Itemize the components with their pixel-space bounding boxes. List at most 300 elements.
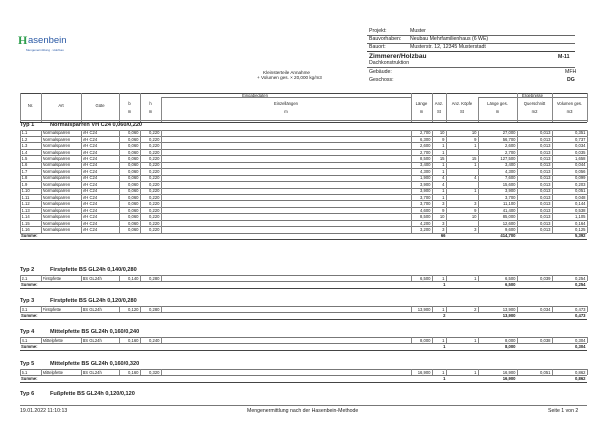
table-cell: 0,013 [540, 181, 551, 187]
table-cell: 0,862 [575, 369, 586, 375]
col-vol-unit: m3 [566, 109, 573, 114]
column-divider [140, 369, 141, 375]
table-cell: 0,203 [575, 181, 586, 187]
column-divider [446, 275, 447, 281]
table-cell: 0,304 [575, 337, 586, 343]
table-cell: 9 [442, 136, 445, 142]
table-cell: 3,700 [420, 201, 431, 207]
table-cell: Mittelpfette [42, 337, 63, 343]
table-cell: 0,160 [128, 369, 139, 375]
table-cell: 0,060 [128, 143, 139, 149]
table-cell: 1 [442, 306, 445, 312]
table-cell: 16,900 [417, 369, 431, 375]
table-cell: 0,060 [128, 214, 139, 220]
table-cell: 1.12 [21, 201, 30, 207]
column-divider [140, 275, 141, 281]
sum-anz: 1 [443, 376, 446, 382]
table-cell: 0,034 [540, 306, 551, 312]
table-cell: 9 [442, 207, 445, 213]
table-cell: 10 [471, 130, 477, 136]
table-cell: 2,700 [505, 149, 516, 155]
table-cell: 0,013 [540, 136, 551, 142]
column-divider [517, 306, 518, 312]
table-cell: 15,600 [502, 181, 516, 187]
table-cell: 27,000 [502, 130, 516, 136]
table-cell: 0,099 [575, 175, 586, 181]
table-cell: 0,220 [149, 181, 160, 187]
table-cell: Mittelpfette [42, 369, 63, 375]
column-divider [411, 275, 412, 281]
geschoss-value: DG [567, 77, 575, 83]
sum-vol: 0,254 [575, 282, 586, 288]
sum-vol: 0,862 [575, 376, 586, 382]
table-cell: BS GL24h [82, 337, 102, 343]
table-cell: 0,060 [128, 201, 139, 207]
column-divider [432, 130, 433, 233]
geschoss-label: Geschoss: [369, 77, 394, 83]
table-cell: 9 [474, 207, 477, 213]
section-bottom-rule [20, 382, 587, 383]
column-divider [432, 306, 433, 312]
table-cell: Firstpfette [42, 275, 62, 281]
sum-anz: 1 [443, 344, 446, 350]
table-cell: 2,700 [420, 130, 431, 136]
table-cell: Normalsparren [42, 181, 71, 187]
annahme-line-1: Kleinsterteile Annahme [263, 70, 310, 75]
table-cell: 0,039 [540, 275, 551, 281]
table-cell: 13,900 [417, 306, 431, 312]
column-divider [517, 369, 518, 375]
column-divider [140, 306, 141, 312]
table-cell: VH C24 [82, 143, 98, 149]
footer-date: 19.01.2022 11:10:13 [20, 408, 68, 414]
column-divider [552, 130, 553, 233]
sum-lges: 16,900 [502, 376, 516, 382]
table-cell: 2,700 [420, 149, 431, 155]
table-cell: Normalsparren [42, 136, 71, 142]
table-cell: 0,120 [128, 306, 139, 312]
column-divider [478, 306, 479, 312]
table-cell: 3 [442, 220, 445, 226]
table-cell: 1 [474, 162, 477, 168]
table-cell: 0,060 [128, 220, 139, 226]
table-cell: 3.1 [21, 306, 28, 312]
col-einzel: Einzellängen [274, 101, 298, 106]
group-ergebnis: Ergebnisse [522, 93, 543, 98]
table-cell: 7,600 [505, 175, 516, 181]
table-cell: 1.1 [21, 130, 28, 136]
section-title: Normalsparren VH C24 0,060/0,220 [50, 121, 143, 128]
col-vol: Volumen ges. [556, 101, 583, 106]
document-code: M-11 [558, 54, 570, 60]
table-cell: VH C24 [82, 149, 98, 155]
table-cell: 0,048 [575, 194, 586, 200]
table-cell: 0,013 [540, 188, 551, 194]
column-divider [81, 369, 82, 375]
bauort-value: Musterstr. 12, 12345 Musterstadt [410, 44, 486, 50]
table-cell: 0,034 [575, 143, 586, 149]
table-cell: 0,060 [128, 175, 139, 181]
column-divider [41, 130, 42, 233]
column-divider [478, 369, 479, 375]
table-cell: 0,220 [149, 143, 160, 149]
table-cell: 1 [442, 188, 445, 194]
table-cell: 0,051 [575, 188, 586, 194]
table-cell: 1 [442, 162, 445, 168]
column-divider [161, 275, 162, 281]
table-cell: 1.3 [21, 143, 28, 149]
table-cell: 0,013 [540, 201, 551, 207]
table-cell: 1.6 [21, 162, 28, 168]
table-cell: 1.9 [21, 181, 28, 187]
col-qs: Querschnitt [523, 101, 546, 106]
table-cell: 0,220 [149, 194, 160, 200]
footer-page: Seite 1 von 2 [548, 408, 579, 414]
column-divider [432, 369, 433, 375]
table-cell: 1 [474, 188, 477, 194]
column-divider [81, 306, 82, 312]
projekt-label: Projekt: [369, 28, 387, 34]
table-cell: 0,013 [540, 156, 551, 161]
table-cell: Normalsparren [42, 168, 71, 174]
table-cell: 3 [442, 201, 445, 207]
column-divider [432, 337, 433, 343]
section-label: Typ 2 [20, 267, 35, 273]
table-cell: 0,013 [540, 207, 551, 213]
sum-vol: 5,392 [575, 233, 586, 239]
table-cell: Normalsparren [42, 188, 71, 194]
table-cell: 0,013 [540, 168, 551, 174]
table-cell: 0,051 [540, 369, 551, 375]
table-cell: 0,220 [149, 207, 160, 213]
column-divider [411, 130, 412, 233]
footer-title: Mengenermittlung nach der Hasenbein-Methode [247, 408, 359, 414]
table-cell: 8,000 [505, 337, 516, 343]
table-cell: Normalsparren [42, 226, 71, 232]
section-label: Typ 4 [20, 329, 35, 335]
table-cell: 0,737 [575, 136, 586, 142]
column-divider [20, 275, 21, 281]
column-divider [41, 369, 42, 375]
section-label: Typ 1 [20, 121, 35, 128]
column-divider [81, 130, 82, 233]
table-cell: 10 [471, 214, 477, 220]
sum-vol: 0,304 [575, 344, 586, 350]
col-nr: Nr. [27, 103, 34, 108]
table-cell: 3,900 [420, 181, 431, 187]
table-cell: 0,060 [128, 226, 139, 232]
table-cell: 1.2 [21, 136, 28, 142]
table-cell: 3,700 [505, 194, 516, 200]
column-divider [446, 337, 447, 343]
gebaeude-label: Gebäude: [369, 69, 392, 75]
sum-label: Summe: [21, 282, 38, 288]
table-cell: 2 [474, 306, 477, 312]
table-cell: 0,144 [575, 201, 586, 207]
table-cell: 0,160 [128, 337, 139, 343]
table-cell: Normalsparren [42, 156, 71, 161]
table-cell: 1 [442, 149, 445, 155]
col-lges-unit: m [495, 109, 500, 114]
column-divider [41, 275, 42, 281]
table-cell: 6,500 [420, 275, 431, 281]
table-cell: 15 [471, 156, 477, 161]
table-cell: 4,600 [420, 207, 431, 213]
table-cell: 12,600 [502, 220, 516, 226]
table-cell: BS GL24h [82, 306, 102, 312]
section-title: Firstpfette BS GL24h 0,140/0,280 [50, 267, 137, 273]
table-cell: VH C24 [82, 181, 98, 187]
table-cell: VH C24 [82, 168, 98, 174]
table-cell: 1 [474, 369, 477, 375]
column-divider [446, 130, 447, 233]
table-cell: 41,400 [502, 207, 516, 213]
table-cell: 0,060 [128, 149, 139, 155]
column-divider [552, 369, 553, 375]
sum-label: Summe: [21, 313, 38, 319]
col-b: b [128, 101, 131, 106]
section-bottom-rule [20, 350, 587, 351]
table-cell: 0,220 [149, 226, 160, 232]
table-cell: 0,044 [575, 162, 586, 168]
table-cell: VH C24 [82, 226, 98, 232]
column-divider [552, 306, 553, 312]
table-cell: 4 [474, 175, 477, 181]
column-divider [140, 337, 141, 343]
table-cell: 1.7 [21, 168, 28, 174]
table-cell: 1.15 [21, 220, 30, 226]
table-cell: Normalsparren [42, 220, 71, 226]
table-cell: 8,000 [420, 337, 431, 343]
table-cell: 4,200 [420, 220, 431, 226]
col-anz-unit: St [437, 109, 441, 114]
company-logo: H asenbein Mengenermittlung · Holzbau [18, 33, 67, 52]
projekt-value: Muster [410, 28, 426, 34]
table-cell: 0,220 [149, 162, 160, 168]
table-cell: 2,600 [420, 143, 431, 149]
table-cell: 0,280 [149, 275, 160, 281]
table-cell: Normalsparren [42, 130, 71, 136]
table-cell: 0,351 [575, 130, 586, 136]
table-cell: 1 [442, 143, 445, 149]
table-cell: 6,300 [420, 136, 431, 142]
table-cell: 0,220 [149, 201, 160, 207]
table-cell: 1 [474, 337, 477, 343]
table-cell: 0,013 [540, 143, 551, 149]
table-cell: 13,900 [502, 306, 516, 312]
table-cell: 0,035 [575, 149, 586, 155]
table-cell: 0,220 [149, 168, 160, 174]
col-koepfe-unit: St [460, 109, 464, 114]
section-bottom-rule [20, 239, 587, 240]
table-cell: 1,658 [575, 156, 586, 161]
column-divider [20, 369, 21, 375]
table-cell: 0,013 [540, 130, 551, 136]
column-divider [20, 337, 21, 343]
table-cell: 0,060 [128, 136, 139, 142]
table-cell: 15 [439, 156, 445, 161]
table-cell: 0,125 [575, 226, 586, 232]
table-cell: 127,500 [500, 156, 516, 161]
table-cell: 1 [442, 168, 445, 174]
table-cell: 0,140 [128, 275, 139, 281]
table-cell: 8,500 [420, 214, 431, 220]
table-cell: VH C24 [82, 220, 98, 226]
table-cell: 0,013 [540, 149, 551, 155]
column-divider [446, 306, 447, 312]
table-cell: Normalsparren [42, 207, 71, 213]
col-laenge: Länge [415, 101, 428, 106]
column-divider [411, 369, 412, 375]
sum-lges: 6,500 [505, 282, 516, 288]
column-divider [478, 275, 479, 281]
table-cell: 1 [442, 337, 445, 343]
table-cell: 1.13 [21, 207, 30, 213]
table-cell: 0,013 [540, 214, 551, 220]
table-cell: 3 [442, 226, 445, 232]
table-cell: 0,220 [149, 188, 160, 194]
column-divider [587, 130, 588, 233]
table-cell: 0,280 [149, 306, 160, 312]
column-divider [119, 337, 120, 343]
table-cell: Firstpfette [42, 306, 62, 312]
column-divider [161, 369, 162, 375]
col-h: h [149, 101, 152, 106]
sum-lges: 13,900 [502, 313, 516, 319]
table-cell: 1 [474, 275, 477, 281]
table-cell: Normalsparren [42, 149, 71, 155]
table-cell: 1.4 [21, 149, 28, 155]
table-cell: VH C24 [82, 130, 98, 136]
column-divider [119, 369, 120, 375]
table-cell: 1,105 [575, 214, 586, 220]
table-cell: BS GL24h [82, 275, 102, 281]
gebaeude-value: MFH [565, 69, 577, 75]
col-h-unit: m [148, 109, 153, 114]
table-cell: VH C24 [82, 156, 98, 161]
table-cell: Normalsparren [42, 194, 71, 200]
table-cell: 10 [439, 214, 445, 220]
table-cell: VH C24 [82, 207, 98, 213]
table-cell: 1 [442, 194, 445, 200]
column-divider [517, 275, 518, 281]
section-label: Typ 3 [20, 298, 35, 304]
sum-label: Summe: [21, 344, 38, 350]
column-divider [161, 337, 162, 343]
table-cell: 0,220 [149, 130, 160, 136]
table-cell: 0,060 [128, 162, 139, 168]
table-cell: 0,220 [149, 149, 160, 155]
table-cell: 6,500 [505, 275, 516, 281]
table-cell: 0,320 [149, 369, 160, 375]
table-cell: 4,300 [420, 168, 431, 174]
column-divider [552, 275, 553, 281]
column-divider [478, 130, 479, 233]
table-cell: 0,060 [128, 181, 139, 187]
table-cell: 0,013 [540, 220, 551, 226]
section-title: Mittelpfette BS GL24h 0,160/0,240 [50, 329, 140, 335]
table-cell: 0,060 [128, 168, 139, 174]
section-label: Typ 6 [20, 391, 35, 397]
column-divider [119, 306, 120, 312]
table-cell: 9 [474, 136, 477, 142]
table-cell: 85,000 [502, 214, 516, 220]
table-cell: 0,164 [575, 220, 586, 226]
table-cell: 3,400 [505, 162, 516, 168]
table-cell: 0,060 [128, 156, 139, 161]
column-divider [517, 130, 518, 233]
sum-lges: 414,700 [500, 233, 516, 239]
section-title: Fußpfette BS GL24h 0,120/0,120 [50, 391, 135, 397]
table-cell: 9,600 [505, 226, 516, 232]
table-cell: 0,254 [575, 275, 586, 281]
table-cell: 10 [439, 130, 445, 136]
table-cell: 4 [442, 181, 445, 187]
table-cell: 0,220 [149, 175, 160, 181]
section-bottom-rule [20, 288, 587, 289]
table-cell: 3,700 [420, 194, 431, 200]
column-divider [587, 306, 588, 312]
col-einzel-unit: m [284, 109, 288, 114]
table-cell: 0,060 [128, 188, 139, 194]
column-divider [161, 130, 162, 233]
table-cell: Normalsparren [42, 214, 71, 220]
sum-label: Summe: [21, 376, 38, 382]
column-divider [587, 275, 588, 281]
table-cell: 1 [442, 275, 445, 281]
table-cell: VH C24 [82, 188, 98, 194]
table-cell: 5.1 [21, 369, 28, 375]
table-cell: 4 [442, 175, 445, 181]
table-cell: 0,013 [540, 194, 551, 200]
table-cell: 16,900 [502, 369, 516, 375]
table-cell: 1.11 [21, 194, 30, 200]
table-cell: 3,900 [505, 188, 516, 194]
table-cell: Normalsparren [42, 162, 71, 168]
table-cell: 0,060 [128, 207, 139, 213]
section-bottom-rule [20, 319, 587, 320]
table-cell: 4.1 [21, 337, 28, 343]
section-title: Mittelpfette BS GL24h 0,160/0,320 [50, 361, 140, 367]
table-cell: 1,900 [420, 175, 431, 181]
column-divider [161, 306, 162, 312]
table-cell: VH C24 [82, 214, 98, 220]
table-cell: Normalsparren [42, 201, 71, 207]
column-divider [432, 275, 433, 281]
table-cell: 1 [442, 369, 445, 375]
column-divider [446, 369, 447, 375]
table-cell: 3,400 [420, 162, 431, 168]
column-divider [119, 130, 120, 233]
table-cell: 0,240 [149, 337, 160, 343]
table-cell: BS GL24h [82, 369, 102, 375]
col-art: Art [58, 103, 64, 108]
table-cell: 0,060 [128, 194, 139, 200]
bauvorhaben-value: Neubau Mehrfamilienhaus (6 WE) [410, 36, 489, 42]
table-cell: VH C24 [82, 201, 98, 207]
table-cell: 4,300 [505, 168, 516, 174]
sum-label: Summe: [21, 233, 38, 239]
table-cell: 0,056 [575, 168, 586, 174]
table-cell: VH C24 [82, 194, 98, 200]
sum-anz: 2 [443, 313, 446, 319]
col-guete: Güte [95, 103, 105, 108]
table-cell: 2.1 [21, 275, 28, 281]
table-cell: 0,220 [149, 136, 160, 142]
table-cell: 56,700 [502, 136, 516, 142]
table-cell: 1 [474, 143, 477, 149]
table-cell: 0,013 [540, 175, 551, 181]
